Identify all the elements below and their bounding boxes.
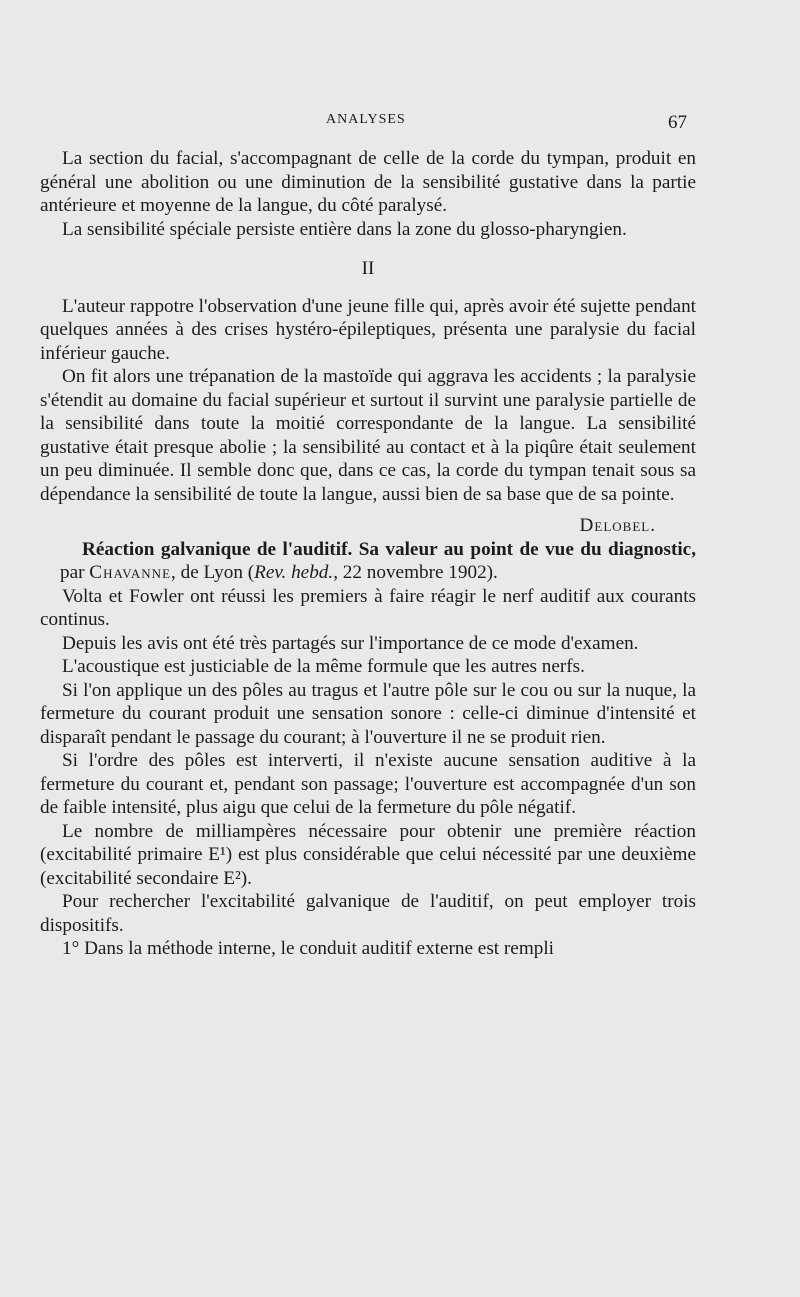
paragraph: On fit alors une trépanation de la mastoïde qui aggrava les accidents ; la paralysie s'étendit au domaine du facial supérieur et surtout il survint une paralysie partielle de la sensibilité dans toute la moitié correspondante de la langue. La sensibilité gustative était presque abolie ; la sensibilité au contact et à la piqûre était seulement un peu diminuée. Il semble donc que, dans ce cas, la corde du tympan tenait sous sa dépendance la sensibilité de toute la langue, aussi bien de sa base que de sa pointe.	[40, 366, 696, 505]
section-number: II	[361, 258, 375, 279]
paragraph: L'acoustique est justiciable de la même formule que les autres nerfs.	[62, 656, 585, 677]
article-title	[40, 538, 696, 585]
title-par: par	[60, 562, 90, 583]
paragraph: 1° Dans la méthode interne, le conduit auditif externe est rempli	[62, 938, 554, 959]
article-author: Chavanne	[89, 562, 172, 583]
paragraph: Le nombre de milliampères nécessaire pour obtenir une première réaction (excitabilité primaire E¹) est plus considérable que celui nécessité par une deuxième (excitabilité secondaire E²).	[40, 820, 696, 889]
page-number: 67	[668, 112, 687, 133]
paragraph: Depuis les avis ont été très partagés sur l'importance de ce mode d'examen.	[62, 632, 639, 654]
paragraph: Si l'ordre des pôles est interverti, il n'existe aucune sensation auditive à la fermeture du courant et, pendant son passage; l'ouverture est accompagnée d'un son de faible intensité, plus aigu que celui de la fermeture du pôle négatif.	[40, 750, 696, 818]
journal-name: Rev. hebd.	[254, 562, 334, 583]
paragraph: La section du facial, s'accompagnant de celle de la corde du tympan, produit en général une abolition ou une diminution de la sensibilité gustative dans la partie antérieure et moyenne de la langue, du côté paralysé.	[40, 148, 696, 216]
paragraph: La sensibilité spéciale persiste entière dans la zone du glosso-pharyngien.	[62, 218, 627, 240]
title-place: , de Lyon (	[171, 562, 255, 583]
paragraph: Si l'on applique un des pôles au tragus et l'autre pôle sur le cou ou sur la nuque, la fermeture du courant produit une sensation sonore : celle-ci diminue d'intensité et disparaît pendant le passage du courant; à l'ouverture il ne se produit rien.	[40, 679, 696, 748]
paragraph: L'auteur rappotre l'observation d'une jeune fille qui, après avoir été sujette pendant quelques années à des crises hystéro-épileptiques, présenta une paralysie du facial inférieur gauche.	[40, 295, 696, 364]
page-header	[0, 112, 800, 136]
running-head: ANALYSES	[326, 112, 406, 127]
author-signature: Delobel.	[579, 515, 656, 536]
paragraph: Volta et Fowler ont réussi les premiers à faire réagir le nerf auditif aux courants continus.	[40, 585, 696, 630]
body-text	[40, 147, 696, 961]
article-title-bold: Réaction galvanique de l'auditif. Sa valeur au point de vue du diagnostic,	[82, 538, 696, 560]
title-date: , 22 novembre 1902).	[333, 562, 498, 583]
paragraph: Pour rechercher l'excitabilité galvanique de l'auditif, on peut employer trois dispositifs.	[40, 891, 696, 936]
